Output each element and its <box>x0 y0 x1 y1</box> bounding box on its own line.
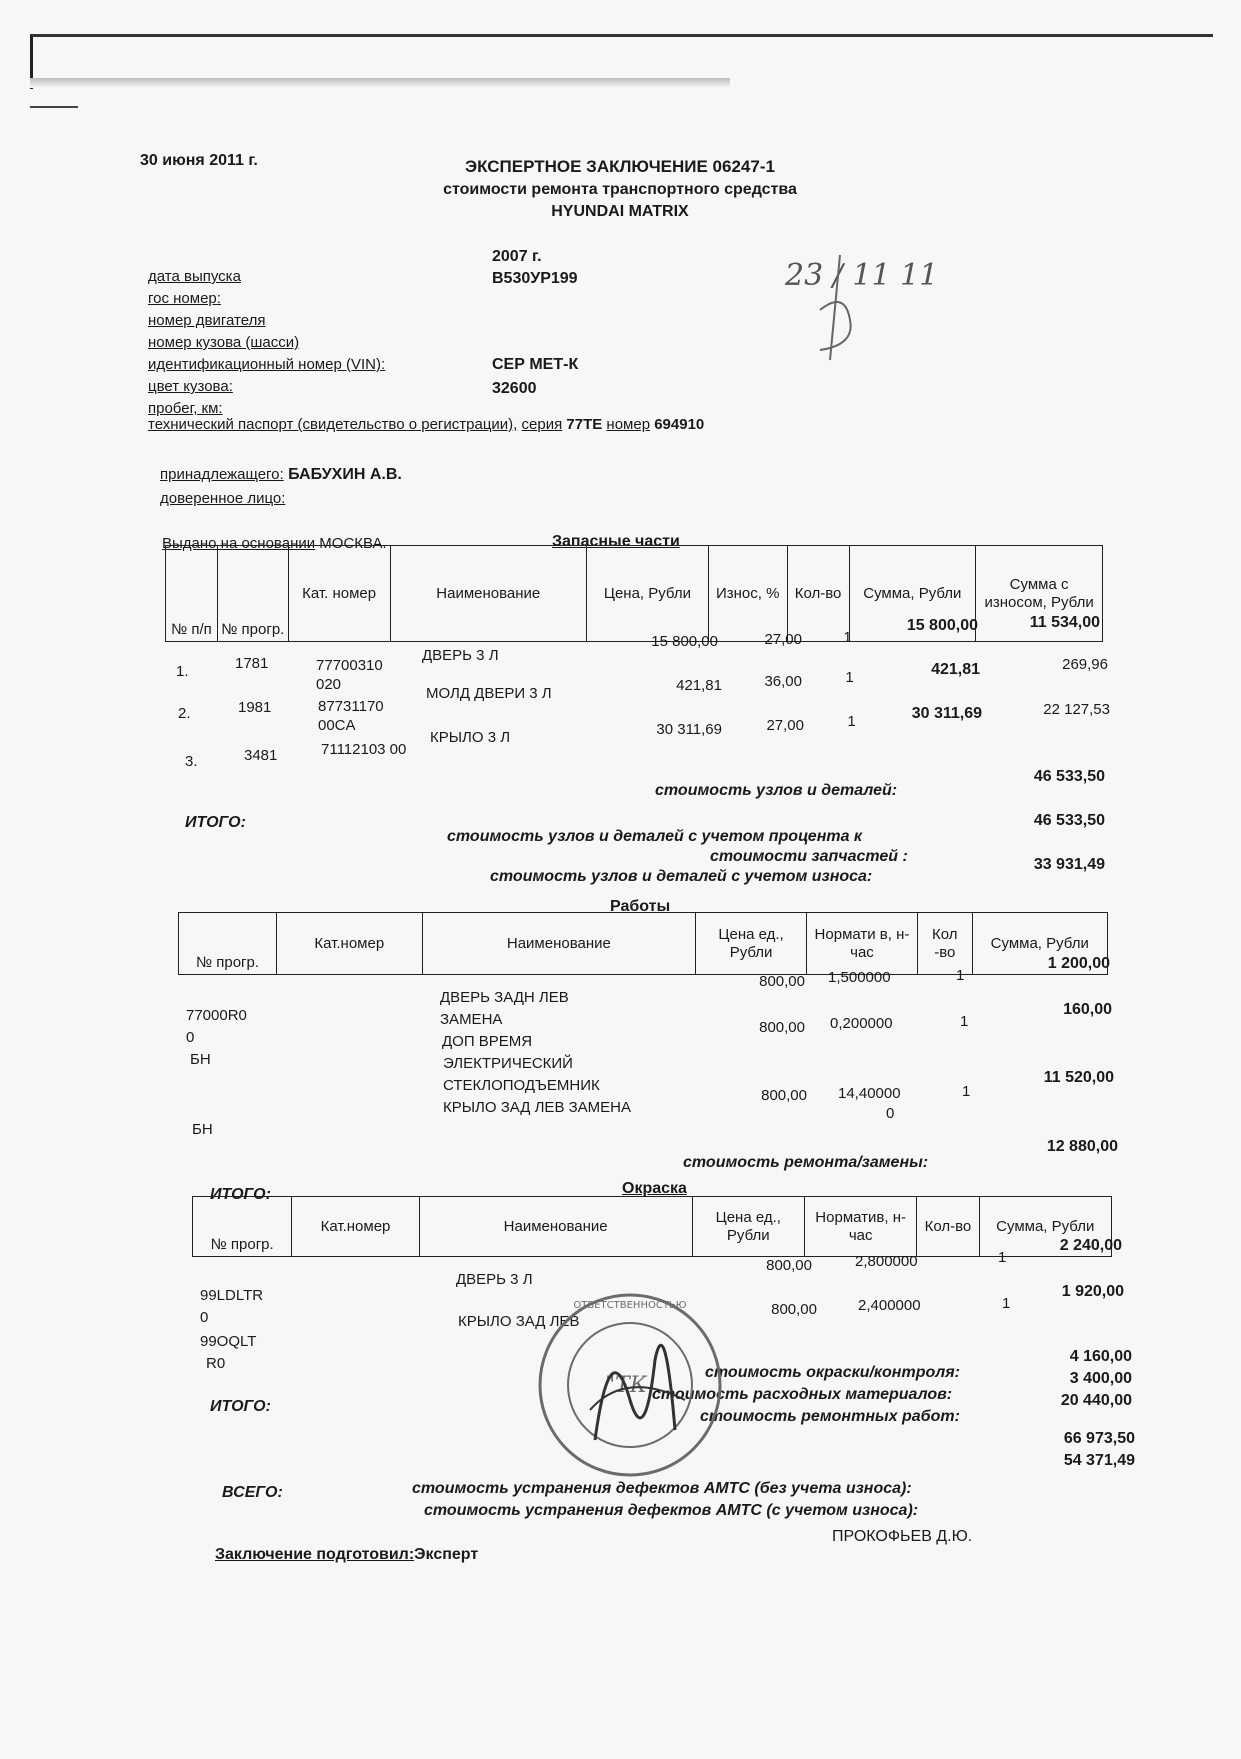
col-header: Сумма, Рубли <box>849 546 976 642</box>
table-row: 1,500000 <box>828 969 891 986</box>
label-issued: Выдано на основании <box>162 535 316 552</box>
table-row: 27,00 <box>764 631 802 648</box>
works-section-title: Работы <box>610 898 671 915</box>
total-wear-value: 54 371,49 <box>1063 1452 1135 1469</box>
plate-value: В530УР199 <box>492 270 578 287</box>
seal-center: "ТК <box>605 1373 647 1398</box>
table-row: ЗАМЕНА <box>440 1011 503 1028</box>
col-header: Наименование <box>419 1197 692 1257</box>
paint-itogo: ИТОГО: <box>210 1398 271 1415</box>
parts-percent-label-1: стоимость узлов и деталей с учетом процента к <box>447 828 863 845</box>
table-row: 2,400000 <box>858 1297 921 1314</box>
parts-section-title: Запасные части <box>552 533 680 550</box>
materials-label: стоимость расходных материалов: <box>652 1386 953 1403</box>
table-row: 1 920,00 <box>1061 1283 1124 1300</box>
table-row: 800,00 <box>759 1019 805 1036</box>
document-date: 30 июня 2011 г. <box>140 152 258 169</box>
table-row: 160,00 <box>1063 1001 1112 1018</box>
table-row: 1 <box>998 1249 1007 1266</box>
parts-cost-value: 46 533,50 <box>1033 768 1105 785</box>
table-row: 2 240,00 <box>1059 1237 1122 1254</box>
table-row: 99LDLTR <box>200 1287 264 1304</box>
color-value: СЕР МЕТ-К <box>492 356 579 373</box>
table-row: 3481 <box>244 747 278 764</box>
table-row: 77000R0 <box>186 1007 247 1024</box>
table-row: 77700310 020 <box>316 657 383 693</box>
table-row: 0 <box>886 1105 895 1122</box>
repair-label: стоимость ремонтных работ: <box>700 1408 960 1425</box>
handwritten-signature <box>800 250 880 370</box>
table-row: 14,40000 <box>838 1085 901 1102</box>
label-passport: технический паспорт (свидетельство о регистрации), <box>148 416 518 433</box>
col-header: Наименование <box>422 913 696 975</box>
table-row: 2. <box>178 705 191 722</box>
prepared-by <box>215 1546 478 1564</box>
scan-shadow <box>30 78 730 88</box>
table-row: 30 311,69 <box>656 721 722 738</box>
handwritten-note: 23 / 11 11 <box>785 258 939 293</box>
table-row: 99OQLT <box>200 1333 257 1350</box>
total-no-wear-value: 66 973,50 <box>1063 1430 1135 1447</box>
col-header: Кол-во <box>787 546 849 642</box>
table-row: 1 <box>1002 1295 1011 1312</box>
table-row: 800,00 <box>771 1301 817 1318</box>
materials-value: 3 400,00 <box>1069 1370 1132 1387</box>
table-row: ЭЛЕКТРИЧЕСКИЙ <box>443 1055 573 1072</box>
col-header: Цена ед., Рубли <box>696 913 807 975</box>
table-row: 1 <box>845 669 854 686</box>
table-row: R0 <box>206 1355 226 1372</box>
document-subtitle: стоимости ремонта транспортного средства <box>443 181 797 198</box>
label-number: номер <box>606 416 651 433</box>
table-row: 2,800000 <box>855 1253 918 1270</box>
parts-percent-value: 46 533,50 <box>1033 812 1105 829</box>
parts-wear-value: 33 931,49 <box>1033 856 1105 873</box>
table-row: 0,200000 <box>830 1015 893 1032</box>
table-row: 15 800,00 <box>651 633 718 650</box>
number-value: 694910 <box>654 416 705 433</box>
paint-table-header <box>192 1196 1112 1257</box>
col-header: Сумма, Рубли <box>972 913 1107 975</box>
table-row: 36,00 <box>764 673 802 690</box>
vehicle-model: HYUNDAI MATRIX <box>551 203 689 220</box>
prepared-label: Заключение подготовил: <box>215 1546 415 1563</box>
expert-name: ПРОКОФЬЕВ Д.Ю. <box>832 1528 973 1545</box>
repair-value: 20 440,00 <box>1060 1392 1132 1409</box>
table-row: ДОП ВРЕМЯ <box>442 1033 533 1050</box>
parts-header-total: 11 534,00 <box>1029 614 1100 631</box>
company-seal <box>535 1290 725 1480</box>
table-row: КРЫЛО ЗАД ЛЕВ ЗАМЕНА <box>443 1099 632 1116</box>
works-cost-value: 12 880,00 <box>1046 1138 1118 1155</box>
table-row: 0 <box>186 1029 195 1046</box>
table-row: 3. <box>185 753 198 770</box>
col-header: № прогр. <box>193 1197 292 1257</box>
works-cost-label: стоимость ремонта/замены: <box>683 1154 929 1171</box>
scan-mark <box>30 106 78 108</box>
passport-line <box>148 416 704 433</box>
paint-cost-value: 4 160,00 <box>1069 1348 1132 1365</box>
col-header: Наименование <box>390 546 587 642</box>
year-value: 2007 г. <box>492 248 542 265</box>
table-row: 1 <box>960 1013 969 1030</box>
paint-cost-label: стоимость окраски/контроля: <box>705 1364 960 1381</box>
label-plate: гос номер: <box>148 290 221 307</box>
works-table-header <box>178 912 1108 975</box>
table-row: ДВЕРЬ ЗАДН ЛЕВ <box>440 989 569 1006</box>
grand-total-label: ВСЕГО: <box>222 1484 283 1501</box>
table-row: 1. <box>176 663 189 680</box>
table-row: БН <box>190 1051 211 1068</box>
label-engine: номер двигателя <box>148 312 266 329</box>
mileage-value: 32600 <box>492 380 537 397</box>
table-row: 800,00 <box>759 973 805 990</box>
col-header: № п/п <box>166 546 218 642</box>
series-value: 77ТЕ <box>566 416 603 433</box>
paint-section-title: Окраска <box>622 1180 687 1197</box>
table-row: 11 520,00 <box>1043 1069 1114 1086</box>
table-row: 421,81 <box>931 661 980 678</box>
col-header: Износ, % <box>708 546 787 642</box>
col-header: Кол-во <box>917 1197 979 1257</box>
document-title: ЭКСПЕРТНОЕ ЗАКЛЮЧЕНИЕ 06247-1 <box>465 157 775 176</box>
seal-text: ОТВЕТСТВЕННОСТЬЮ <box>573 1300 687 1311</box>
table-row: 27,00 <box>766 717 804 734</box>
owner-line <box>160 466 402 484</box>
table-row: 1 <box>847 713 856 730</box>
table-row: 15 800,00 <box>906 617 978 634</box>
col-header: Цена ед., Рубли <box>692 1197 804 1257</box>
col-header: Цена, Рубли <box>587 546 709 642</box>
parts-percent-label-2: стоимости запчастей : <box>710 848 908 865</box>
parts-itogo: ИТОГО: <box>185 814 246 831</box>
col-header: Кат.номер <box>277 913 423 975</box>
table-row: МОЛД ДВЕРИ 3 Л <box>426 685 552 702</box>
table-row: КРЫЛО 3 Л <box>430 729 511 746</box>
parts-wear-label: стоимость узлов и деталей с учетом износа: <box>490 868 873 885</box>
col-header: Кол -во <box>918 913 973 975</box>
table-row: 71112103 00 <box>321 741 407 758</box>
col-header: Сумма с износом, Рубли <box>976 546 1103 642</box>
table-row: ДВЕРЬ 3 Л <box>456 1271 533 1288</box>
table-row: 800,00 <box>766 1257 812 1274</box>
table-row: 87731170 00CA <box>318 698 384 734</box>
col-header: Сумма, Рубли <box>979 1197 1111 1257</box>
issued-value: МОСКВА. <box>319 535 387 552</box>
label-color: цвет кузова: <box>148 378 233 395</box>
table-row: 269,96 <box>1062 656 1108 673</box>
parts-cost-label: стоимость узлов и деталей: <box>655 782 898 799</box>
works-itogo: ИТОГО: <box>210 1186 271 1203</box>
total-wear-label: стоимость устранения дефектов АМТС (с учетом износа): <box>424 1502 919 1519</box>
table-row: КРЫЛО ЗАД ЛЕВ <box>458 1313 580 1330</box>
table-row: 421,81 <box>676 677 722 694</box>
col-header: Нормати в, н-час <box>806 913 917 975</box>
table-row: ДВЕРЬ 3 Л <box>422 647 499 664</box>
table-row: 0 <box>200 1309 209 1326</box>
col-header: Кат.номер <box>292 1197 419 1257</box>
label-trustee: доверенное лицо: <box>160 490 286 507</box>
table-row: 800,00 <box>761 1087 807 1104</box>
table-row: СТЕКЛОПОДЪЕМНИК <box>443 1077 600 1094</box>
table-row: 1981 <box>238 699 272 716</box>
col-header: № прогр. <box>217 546 288 642</box>
owner-value: БАБУХИН А.В. <box>288 466 402 483</box>
label-owner: принадлежащего: <box>160 466 284 483</box>
total-no-wear-label: стоимость устранения дефектов АМТС (без учета износа): <box>412 1480 912 1497</box>
table-row: БН <box>192 1121 213 1138</box>
prepared-role: Эксперт <box>414 1546 479 1563</box>
table-row: 1 200,00 <box>1047 955 1110 972</box>
label-release-date: дата выпуска <box>148 268 241 285</box>
col-header: № прогр. <box>179 913 277 975</box>
label-vin: идентификационный номер (VIN): <box>148 356 386 373</box>
col-header: Норматив, н-час <box>804 1197 916 1257</box>
table-row: 22 127,53 <box>1043 701 1110 718</box>
label-body: номер кузова (шасси) <box>148 334 300 351</box>
table-row: 1 <box>956 967 965 984</box>
col-header: Кат. номер <box>288 546 390 642</box>
table-row: 1 <box>843 629 852 646</box>
table-row: 30 311,69 <box>911 705 982 722</box>
table-row: 1781 <box>235 655 269 672</box>
label-series: серия <box>521 416 563 433</box>
label-mileage: пробег, км: <box>148 400 223 417</box>
table-row: 1 <box>962 1083 971 1100</box>
